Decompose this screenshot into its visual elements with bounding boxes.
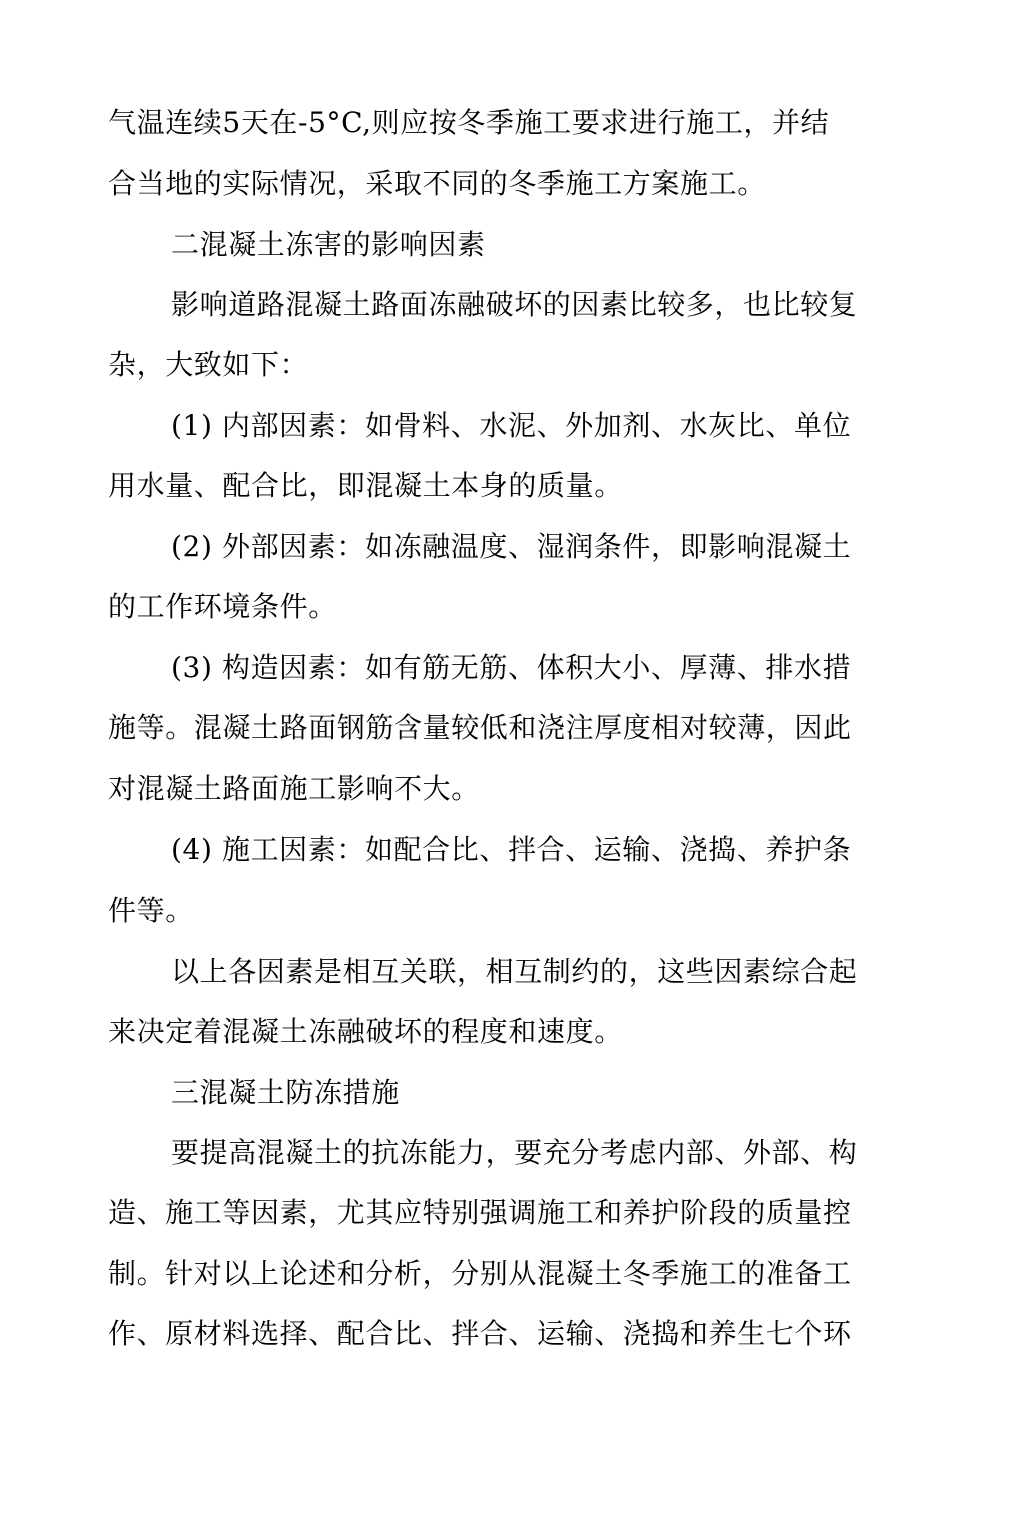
- list-item: (2) 外部因素：如冻融温度、湿润条件，即影响混凝土: [171, 530, 852, 563]
- text-line: 来决定着混凝土冻融破坏的程度和速度。: [108, 1015, 623, 1048]
- list-item: (4) 施工因素：如配合比、拌合、运输、浇捣、养护条: [171, 833, 852, 866]
- list-item: (3) 构造因素：如有筋无筋、体积大小、厚薄、排水措: [171, 651, 852, 684]
- text-line: 制。针对以上论述和分析，分别从混凝土冬季施工的准备工: [108, 1257, 852, 1290]
- text-line: 的工作环境条件。: [108, 590, 337, 623]
- text-line: 合当地的实际情况，采取不同的冬季施工方案施工。: [108, 167, 766, 200]
- text-line: 作、原材料选择、配合比、拌合、运输、浇捣和养生七个环: [108, 1317, 852, 1350]
- text-line: 杂，大致如下：: [108, 348, 309, 381]
- text-line: 件等。: [108, 894, 194, 927]
- text-line: 要提高混凝土的抗冻能力，要充分考虑内部、外部、构: [171, 1136, 858, 1169]
- text-line: 造、施工等因素，尤其应特别强调施工和养护阶段的质量控: [108, 1196, 852, 1229]
- text-line: 影响道路混凝土路面冻融破坏的因素比较多，也比较复: [171, 288, 858, 321]
- text-line: 对混凝土路面施工影响不大。: [108, 772, 480, 805]
- section-heading: 二混凝土冻害的影响因素: [171, 228, 486, 261]
- text-line: 气温连续5天在-5°C,则应按冬季施工要求进行施工，并结: [108, 106, 830, 139]
- text-line: 以上各因素是相互关联，相互制约的，这些因素综合起: [171, 955, 858, 988]
- text-line: 用水量、配合比，即混凝土本身的质量。: [108, 469, 623, 502]
- text-line: 施等。混凝土路面钢筋含量较低和浇注厚度相对较薄，因此: [108, 711, 852, 744]
- section-heading: 三混凝土防冻措施: [171, 1076, 400, 1109]
- list-item: (1) 内部因素：如骨料、水泥、外加剂、水灰比、单位: [171, 409, 852, 442]
